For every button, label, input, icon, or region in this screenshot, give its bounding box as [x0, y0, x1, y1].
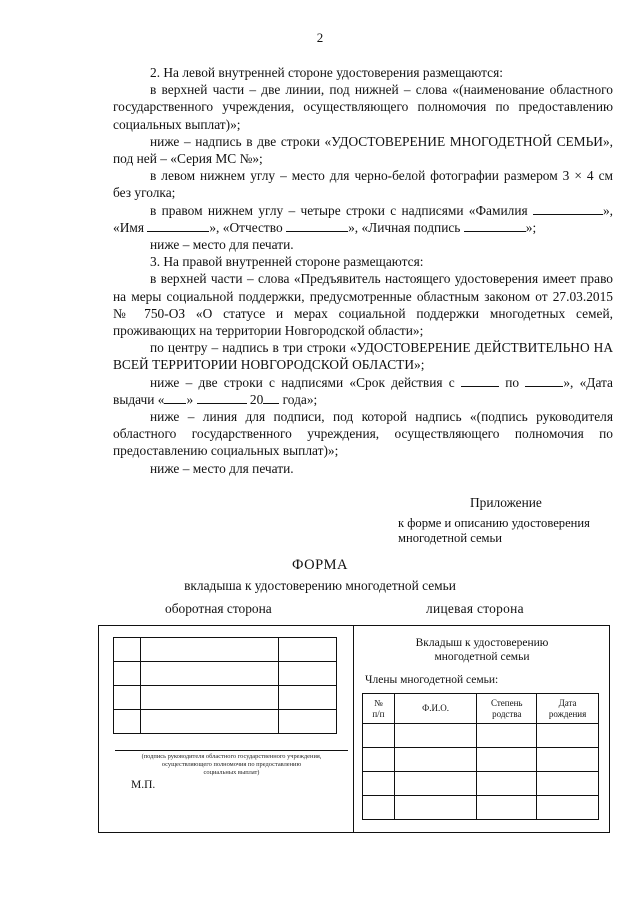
fill-in-blank [533, 203, 603, 215]
table-cell [114, 662, 141, 686]
form-subtitle: вкладыша к удостоверению многодетной семьи [184, 578, 456, 593]
table-cell [279, 638, 337, 662]
insert-title-line: Вкладыш к удостоверению [415, 637, 549, 649]
signature-caption-line: (подпись руководителя областного государственного учреждения, [141, 753, 322, 760]
header-cell-number: № п/п [363, 694, 395, 724]
family-members-table [362, 693, 599, 820]
table-cell [477, 724, 537, 748]
family-members-label: Члены многодетной семьи: [365, 674, 499, 686]
form-title: ФОРМА [291, 557, 349, 573]
table-cell [394, 796, 477, 820]
table-cell [114, 710, 141, 734]
table-cell [394, 724, 477, 748]
table-row [363, 748, 599, 772]
paragraph: ниже – надпись в две строки «УДОСТОВЕРЕНИЕ МНОГОДЕТНОЙ СЕМЬИ», под ней – «Серия МС №»; [113, 133, 613, 167]
appendix-subtitle-line: многодетной семьи [398, 531, 503, 545]
table-row [114, 686, 337, 710]
paragraph-fragment: по [498, 374, 526, 390]
table-cell [363, 772, 395, 796]
paragraph-fragment: года»; [279, 391, 318, 407]
fill-in-blank [525, 375, 563, 387]
header-cell-relation: Степень родства [477, 694, 537, 724]
paragraph: в верхней части – слова «Предъявитель настоящего удостоверения имеет право на меры социальной поддержки, предусмотренные областным законом от 27.03.2015 № 750-ОЗ «О статусе и мерах социальной поддержки многодетных семей, проживающих на территории Новгородской области»; [113, 271, 613, 339]
paragraph-fragment: », «Дата выдачи « [113, 374, 613, 407]
fill-in-blank [263, 392, 279, 404]
signature-caption [115, 753, 348, 777]
table-cell [114, 638, 141, 662]
paragraph: ниже – место для печати. [150, 237, 294, 253]
table-cell [537, 748, 599, 772]
appendix-subtitle [398, 516, 590, 546]
table-cell [140, 662, 278, 686]
paragraph: в верхней части – две линии, под нижней – слова «(наименование областного государственного учреждения, осуществляющего полномочия по предоставлению социальных выплат)»; [113, 82, 613, 132]
paragraph-fragment: », «Имя [113, 202, 613, 235]
table-cell [537, 772, 599, 796]
table-cell [363, 796, 395, 820]
table-cell [363, 724, 395, 748]
paragraph-fragment: ниже – две строки с надписями «Срок действия с [150, 374, 461, 390]
back-side-label: оборотная сторона [165, 601, 272, 616]
table-cell [279, 686, 337, 710]
fill-in-blank [164, 392, 186, 404]
table-cell [477, 748, 537, 772]
table-row [363, 724, 599, 748]
table-cell [140, 638, 278, 662]
header-cell-name: Ф.И.О. [394, 694, 477, 724]
table-cell [477, 796, 537, 820]
appendix-title: Приложение [470, 495, 542, 510]
paragraph: ниже – место для печати. [150, 460, 294, 476]
document-body [113, 64, 613, 477]
fill-in-blank [464, 220, 526, 232]
appendix-subtitle-line: к форме и описанию удостоверения [398, 516, 590, 530]
table-row [114, 638, 337, 662]
paragraph-fragment: » [186, 391, 197, 407]
table-cell [279, 662, 337, 686]
paragraph [113, 374, 613, 408]
paragraph-fragment: в правом нижнем углу – четыре строки с надписями «Фамилия [150, 202, 533, 218]
signature-line [115, 750, 348, 751]
table-cell [394, 748, 477, 772]
paragraph-fragment: », «Отчество [209, 219, 287, 235]
table-cell [114, 686, 141, 710]
paragraph: 2. На левой внутренней стороне удостоверения размещаются: [150, 65, 503, 80]
header-cell-birthdate: Дата рождения [537, 694, 599, 724]
signature-caption-line: осуществляющего полномочия по предоставлению [161, 761, 302, 768]
table-row [114, 662, 337, 686]
paragraph-fragment: »; [525, 219, 537, 235]
table-cell [140, 686, 278, 710]
paragraph: 3. На правой внутренней стороне размещаются: [150, 254, 424, 270]
table-cell [537, 796, 599, 820]
table-cell [477, 772, 537, 796]
paragraph: по центру – надпись в три строки «УДОСТОВЕРЕНИЕ ДЕЙСТВИТЕЛЬНО НА ВСЕЙ ТЕРРИТОРИИ НОВГОРОДСКОЙ ОБЛАСТИ»; [113, 340, 613, 373]
paragraph: в левом нижнем углу – место для черно-белой фотографии размером 3 × 4 см без уголка; [113, 168, 613, 201]
fill-in-blank [461, 375, 499, 387]
table-row [363, 796, 599, 820]
table-cell [140, 710, 278, 734]
paragraph [113, 202, 613, 236]
table-cell [363, 748, 395, 772]
paragraph-fragment: 20 [246, 391, 264, 407]
table-row [114, 710, 337, 734]
insert-title-line: многодетной семьи [434, 651, 530, 663]
table-cell [537, 724, 599, 748]
insert-title [354, 636, 610, 664]
stamp-place-label: М.П. [131, 779, 156, 791]
paragraph-fragment: », «Личная подпись [348, 219, 464, 235]
fill-in-blank [286, 220, 348, 232]
fill-in-blank [197, 392, 247, 404]
table-cell [394, 772, 477, 796]
front-side-label: лицевая сторона [426, 601, 524, 616]
table-row [363, 772, 599, 796]
paragraph: ниже – линия для подписи, под которой надпись «(подпись руководителя областного государственного учреждения, осуществляющего полномочия по предоставлению социальных выплат)»; [113, 409, 613, 459]
page-number: 2 [316, 30, 324, 45]
table-header-row [363, 694, 599, 724]
table-cell [279, 710, 337, 734]
signature-caption-line: социальных выплат) [203, 769, 260, 776]
fill-in-blank [147, 220, 209, 232]
back-side-table [113, 637, 337, 734]
